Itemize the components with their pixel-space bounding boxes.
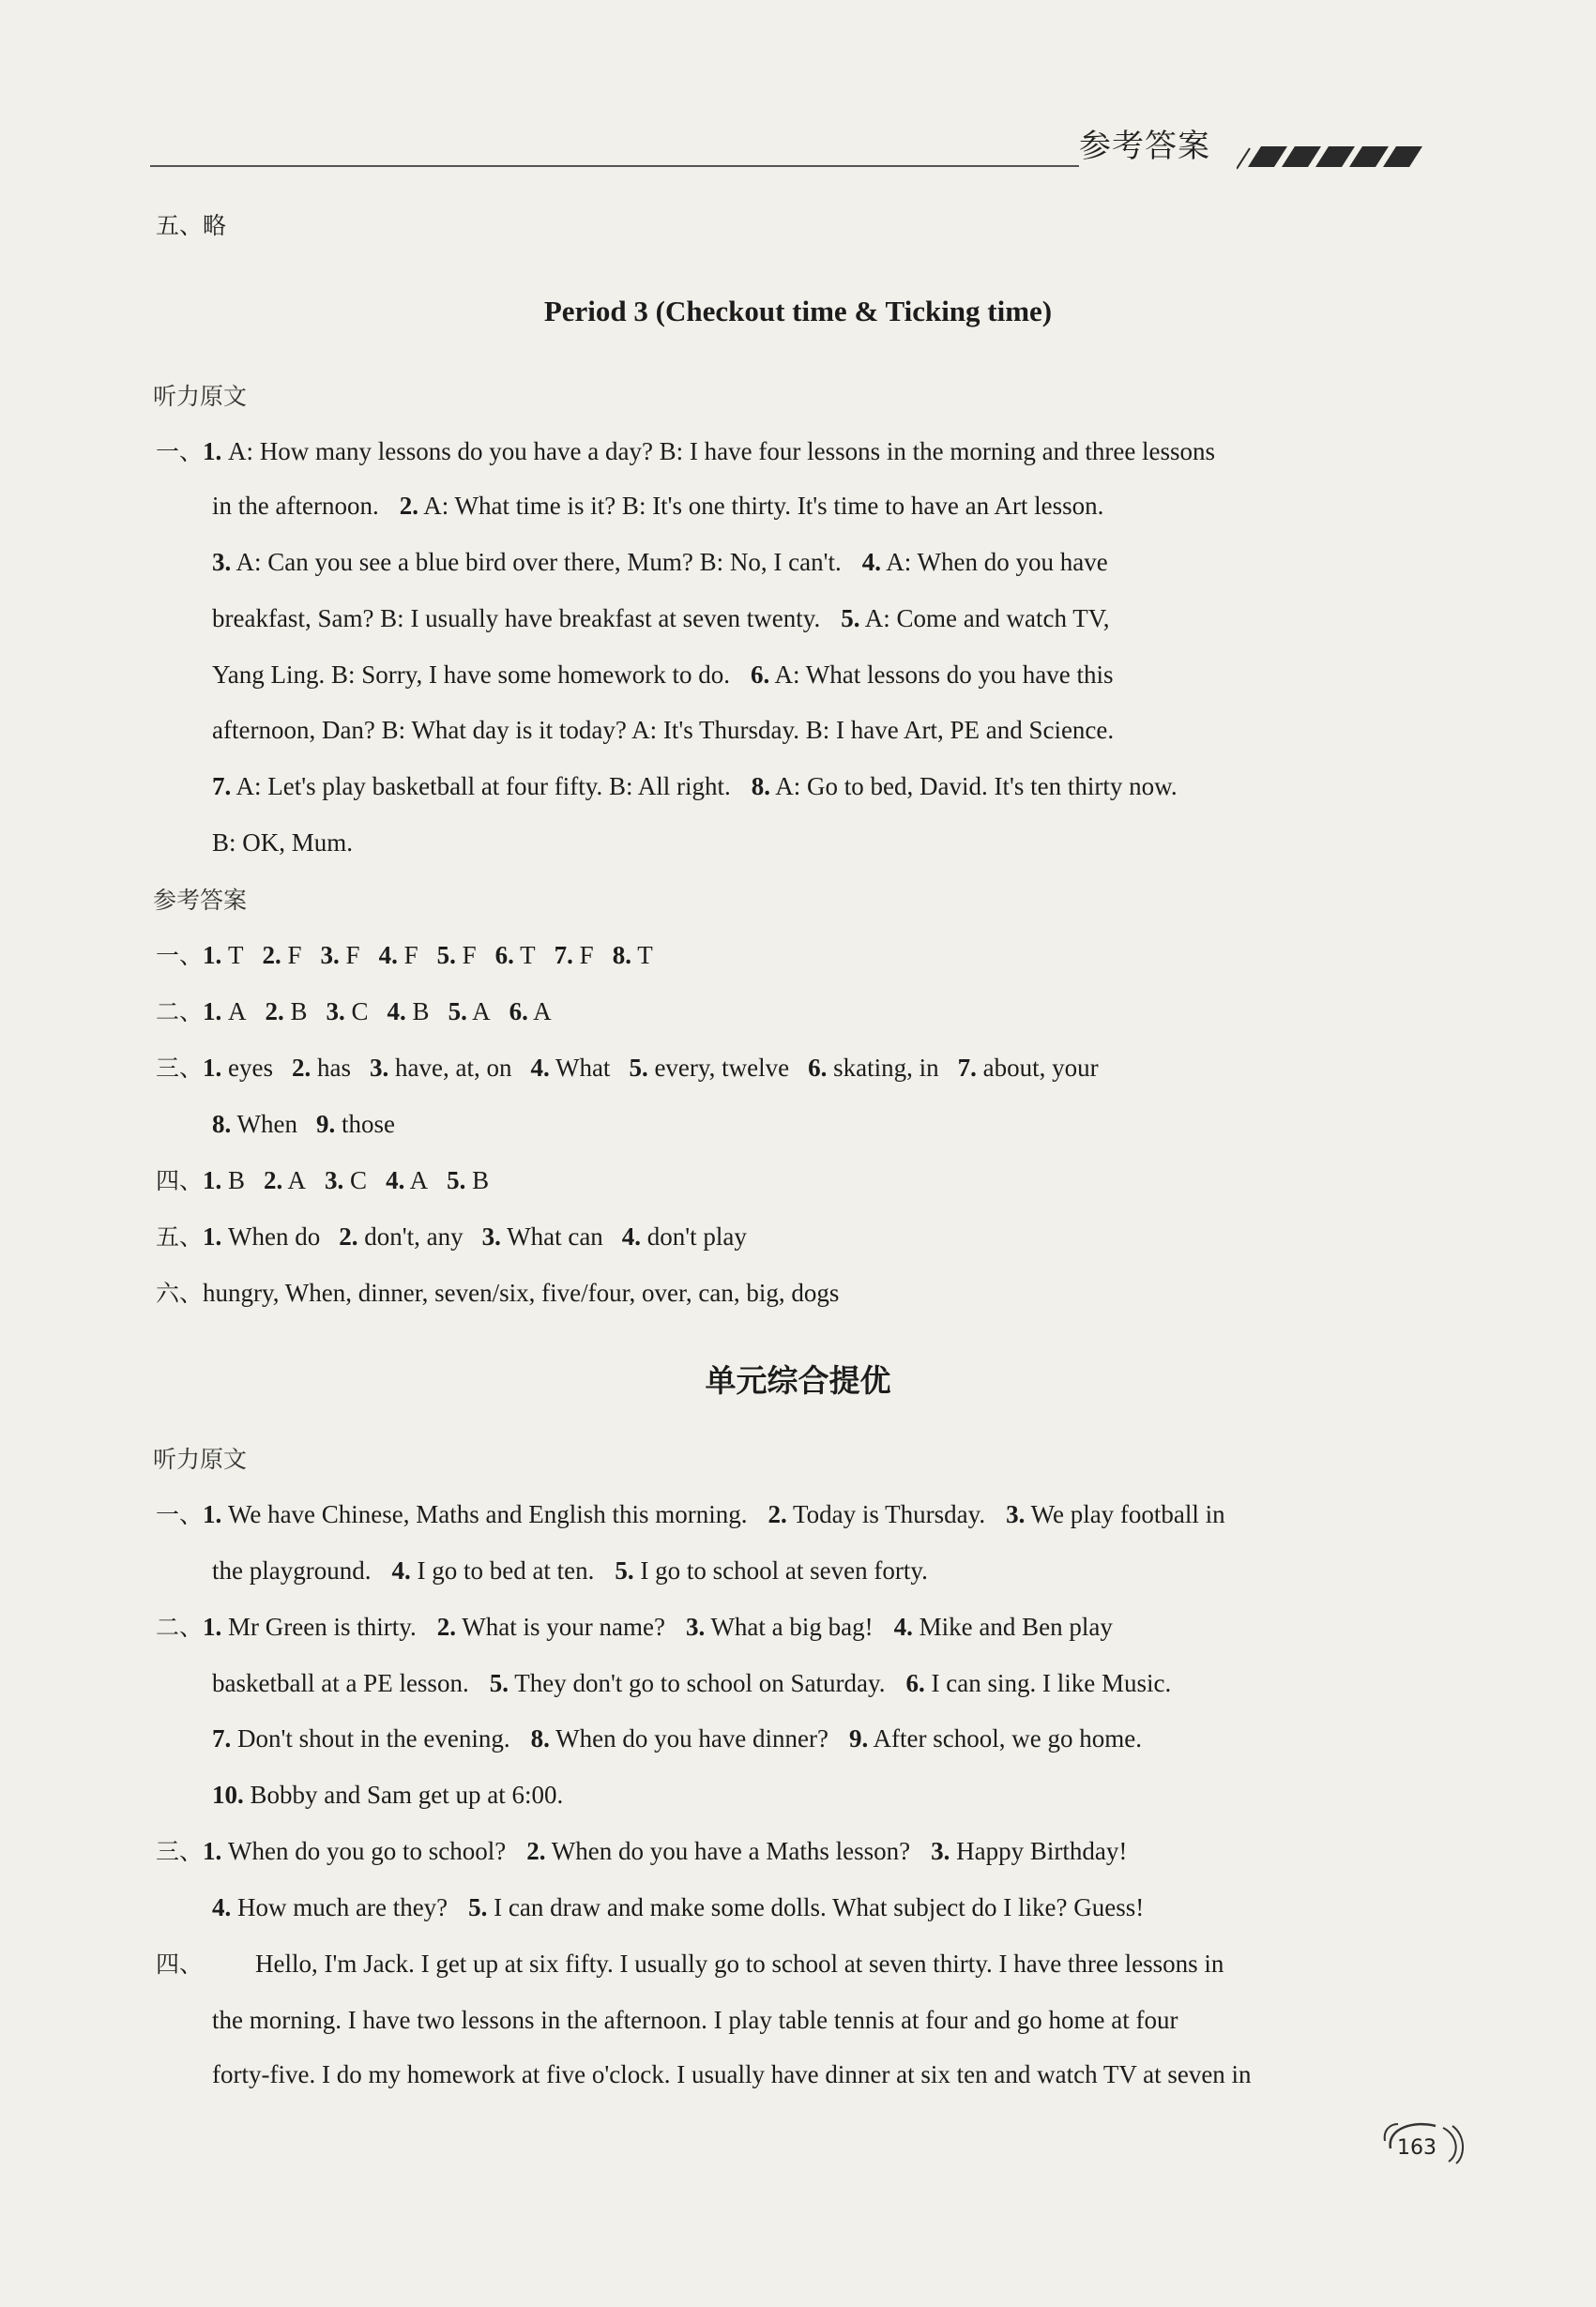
answer-value: A (472, 997, 491, 1025)
answer-value: don't, any (364, 1222, 464, 1251)
unit-line: 4. How much are they? 5. I can draw and make some dolls. What subject do I like? Guess! (212, 1893, 1145, 1921)
answer-number: 2. (264, 1166, 283, 1194)
answer-value: B (228, 1166, 246, 1194)
label-answers: 参考答案 (153, 887, 248, 914)
answer-row-1: 一、1. T 2. F 3. F 4. F 5. F 6. T 7. F 8. T (156, 941, 653, 969)
answer-value: has (317, 1054, 351, 1082)
answer-number: 6. (494, 941, 514, 969)
answer-number: 1. (203, 1166, 222, 1194)
script-line: breakfast, Sam? B: I usually have breakfast at seven twenty. 5. A: Come and watch TV, (212, 604, 1110, 632)
answer-value: When do (228, 1222, 321, 1251)
unit-line: 一、1. We have Chinese, Maths and English this morning. 2. Today is Thursday. 3. We play football in (156, 1500, 1225, 1528)
script-line: 一、1. A: How many lessons do you have a day? B: I have four lessons in the morning and three lessons (156, 437, 1216, 465)
script-line: afternoon, Dan? B: What day is it today? A: It's Thursday. B: I have Art, PE and Science. (212, 716, 1115, 744)
answer-value: What can (507, 1222, 603, 1251)
header-rule (150, 165, 1079, 167)
unit-line: basketball at a PE lesson. 5. They don't go to school on Saturday. 6. I can sing. I like Music. (212, 1669, 1172, 1697)
answer-number: 2. (262, 941, 281, 969)
answer-row-4: 四、1. B 2. A 3. C 4. A 5. B (156, 1166, 490, 1194)
answer-value: have, at, on (395, 1054, 512, 1082)
unit-line: 7. Don't shout in the evening. 8. When do you have dinner? 9. After school, we go home. (212, 1724, 1142, 1753)
answer-number: 2. (339, 1222, 358, 1251)
answer-value: those (341, 1110, 395, 1138)
answer-value: C (351, 997, 369, 1025)
answer-number: 5. (448, 997, 467, 1025)
label-listening-script-unit: 听力原文 (153, 1446, 248, 1473)
answer-number: 6. (509, 997, 528, 1025)
answer-number: 1. (203, 941, 222, 969)
answer-number: 3. (325, 1166, 344, 1194)
answer-number: 7. (554, 941, 573, 969)
page-number: 163 (1397, 2136, 1436, 2160)
answer-value: F (403, 941, 418, 969)
answer-number: 1. (203, 1054, 222, 1082)
answer-value: skating, in (833, 1054, 939, 1082)
unit-line: the morning. I have two lessons in the afternoon. I play table tennis at four and go home at four (212, 2006, 1178, 2034)
unit-line: 四、 Hello, I'm Jack. I get up at six fifty. I usually go to school at seven thirty. I have three lessons in (156, 1950, 1224, 1978)
answer-number: 8. (612, 941, 631, 969)
section-5-previous: 五、略 (156, 212, 227, 239)
answer-value: don't play (646, 1222, 747, 1251)
answer-row-6: 六、hungry, When, dinner, seven/six, five/four, over, can, big, dogs (156, 1279, 840, 1307)
unit-line: 三、1. When do you go to school? 2. When do you have a Maths lesson? 3. Happy Birthday! (156, 1837, 1128, 1865)
answer-value: B (412, 997, 430, 1025)
answer-number: 9. (315, 1110, 336, 1138)
answer-value: A (533, 997, 552, 1025)
answer-number: 3. (370, 1054, 389, 1082)
answer-value: about, your (982, 1054, 1099, 1082)
answer-row-3-continued (212, 1109, 395, 1139)
answer-number: 3. (326, 997, 345, 1025)
answer-number: 6. (808, 1054, 828, 1082)
unit-line: 10. Bobby and Sam get up at 6:00. (212, 1781, 564, 1809)
answer-number: 2. (265, 997, 284, 1025)
answer-number: 1. (203, 997, 222, 1025)
answer-row-2: 二、1. A 2. B 3. C 4. B 5. A 6. A (156, 997, 552, 1025)
answer-value: A (228, 997, 247, 1025)
answer-value: When (236, 1110, 297, 1138)
period-title: Period 3 (Checkout time & Ticking time) (543, 295, 1053, 327)
answer-row-3: 三、1. eyes 2. has 3. have, at, on 4. What 5. every, twelve 6. skating, in 7. about, your (156, 1054, 1099, 1082)
page-number-badge (1377, 2117, 1464, 2165)
answer-number: 4. (621, 1222, 642, 1251)
answer-number: 4. (386, 1166, 405, 1194)
answer-number: 2. (292, 1054, 312, 1082)
answer-value: C (350, 1166, 368, 1194)
script-line: 3. A: Can you see a blue bird over there, Mum? B: No, I can't. 4. A: When do you have (212, 548, 1108, 576)
answer-value: A (287, 1166, 307, 1194)
answer-number: 3. (320, 941, 340, 969)
answer-number: 4. (530, 1054, 550, 1082)
answer-number: 1. (203, 1222, 222, 1251)
answer-value: B (290, 997, 308, 1025)
unit-line: 二、1. Mr Green is thirty. 2. What is your name? 3. What a big bag! 4. Mike and Ben play (156, 1613, 1113, 1641)
answer-number: 3. (481, 1222, 501, 1251)
answer-number: 5. (447, 1166, 466, 1194)
answer-number: 5. (629, 1054, 648, 1082)
label-listening-script: 听力原文 (153, 383, 248, 410)
unit-line: the playground. 4. I go to bed at ten. 5. I go to school at seven forty. (212, 1556, 928, 1585)
script-line: Yang Ling. B: Sorry, I have some homework to do. 6. A: What lessons do you have this (212, 660, 1114, 689)
answer-value: F (579, 941, 594, 969)
answer-value: What (555, 1054, 611, 1082)
unit-line: forty-five. I do my homework at five o'clock. I usually have dinner at six ten and watch TV at seven in (212, 2060, 1252, 2088)
answer-number: 7. (957, 1054, 977, 1082)
answer-value: every, twelve (654, 1054, 790, 1082)
answer-value: eyes (228, 1054, 273, 1082)
header-title: 参考答案 (1079, 128, 1210, 165)
answer-value: T (637, 941, 653, 969)
answer-value: F (462, 941, 477, 969)
script-line: 7. A: Let's play basketball at four fifty. B: All right. 8. A: Go to bed, David. It's ten thirty now. (212, 772, 1178, 800)
answer-number: 4. (378, 941, 398, 969)
answer-value: B (472, 1166, 490, 1194)
answer-number: 4. (387, 997, 406, 1025)
answer-row-5: 五、1. When do 2. don't, any 3. What can 4. don't play (156, 1222, 747, 1251)
answer-value: F (287, 941, 302, 969)
answer-value: F (345, 941, 360, 969)
script-line: B: OK, Mum. (212, 828, 354, 857)
header-stripes-decoration (1237, 144, 1434, 171)
script-line: in the afternoon. 2. A: What time is it? B: It's one thirty. It's time to have an Art lesson. (212, 492, 1104, 520)
answer-number: 8. (212, 1110, 232, 1138)
answer-value: T (520, 941, 536, 969)
answer-value: T (228, 941, 244, 969)
answer-number: 5. (436, 941, 456, 969)
unit-title: 单元综合提优 (705, 1362, 891, 1399)
answer-value: A (409, 1166, 429, 1194)
